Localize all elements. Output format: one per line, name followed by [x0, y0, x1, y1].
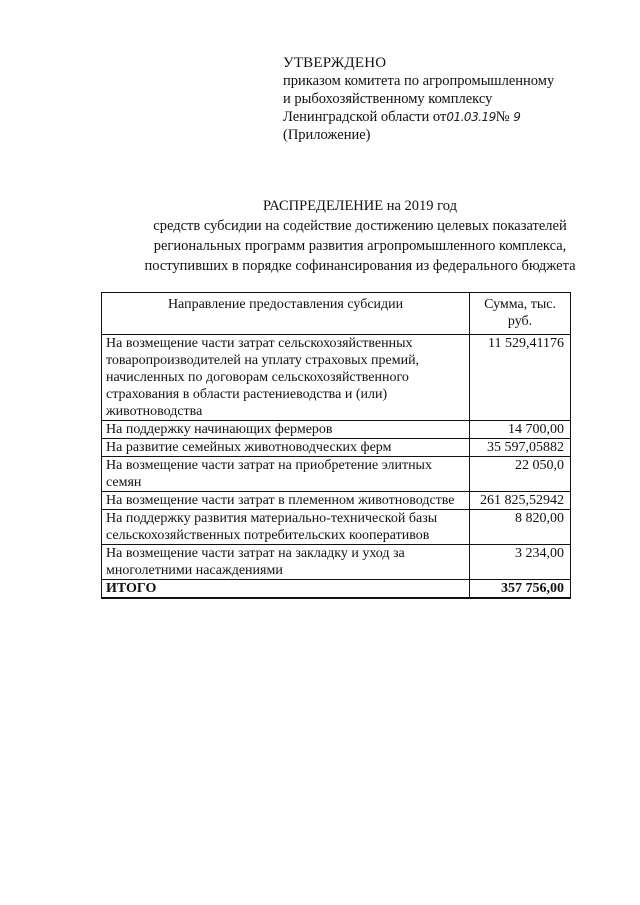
title-line-2: средств субсидии на содействие достижению целевых показателей — [153, 218, 567, 234]
distribution-table — [101, 292, 571, 599]
number-label: № — [495, 109, 510, 125]
direction-cell: На возмещение части затрат на приобретение элитных семян — [102, 457, 470, 492]
handwritten-number: 9 — [513, 110, 521, 124]
table-row — [102, 510, 571, 545]
title-line-4: поступивших в порядке софинансирования из федерального бюджета — [144, 258, 576, 274]
amount-cell: 3 234,00 — [470, 545, 571, 580]
table-header-row — [102, 293, 571, 335]
direction-cell: На возмещение части затрат на закладку и уход за многолетними насаждениями — [102, 545, 470, 580]
approval-line-4: (Приложение) — [283, 127, 371, 143]
approval-line-3 — [283, 108, 554, 126]
approval-line-3-prefix: Ленинградской области от — [283, 109, 447, 125]
table-row — [102, 545, 571, 580]
direction-cell: На поддержку начинающих фермеров — [102, 421, 470, 439]
title-line-3: региональных программ развития агропромышленного комплекса, — [153, 238, 567, 254]
approval-line-1: приказом комитета по агропромышленному — [283, 73, 555, 89]
direction-cell: На возмещение части затрат в племенном животноводстве — [102, 492, 470, 510]
header-amount: Сумма, тыс. руб. — [470, 293, 571, 335]
table-row — [102, 492, 571, 510]
header-direction: Направление предоставления субсидии — [102, 293, 470, 335]
direction-cell: На возмещение части затрат сельскохозяйственных товаропроизводителей на уплату страховых премий, начисленных по договорам сельскохозяйственного страхования в области растениеводства и (или) животноводства — [102, 335, 470, 421]
amount-cell: 22 050,0 — [470, 457, 571, 492]
total-label: ИТОГО — [102, 580, 470, 599]
approval-heading: УТВЕРЖДЕНО — [283, 55, 387, 71]
amount-cell: 11 529,41176 — [470, 335, 571, 421]
handwritten-date: 01.03.19 — [446, 110, 496, 124]
table-row — [102, 439, 571, 457]
amount-cell: 261 825,52942 — [470, 492, 571, 510]
amount-cell: 35 597,05882 — [470, 439, 571, 457]
direction-cell: На развитие семейных животноводческих ферм — [102, 439, 470, 457]
amount-cell: 14 700,00 — [470, 421, 571, 439]
document-title — [100, 196, 620, 276]
amount-cell: 8 820,00 — [470, 510, 571, 545]
direction-cell: На поддержку развития материально-технической базы сельскохозяйственных потребительских кооперативов — [102, 510, 470, 545]
table-row — [102, 421, 571, 439]
approval-block — [283, 54, 554, 144]
total-row — [102, 580, 571, 599]
total-amount: 357 756,00 — [470, 580, 571, 599]
approval-line-2: и рыбохозяйственному комплексу — [283, 91, 493, 107]
table-row — [102, 335, 571, 421]
table-row — [102, 457, 571, 492]
title-line-1: РАСПРЕДЕЛЕНИЕ на 2019 год — [263, 198, 457, 214]
